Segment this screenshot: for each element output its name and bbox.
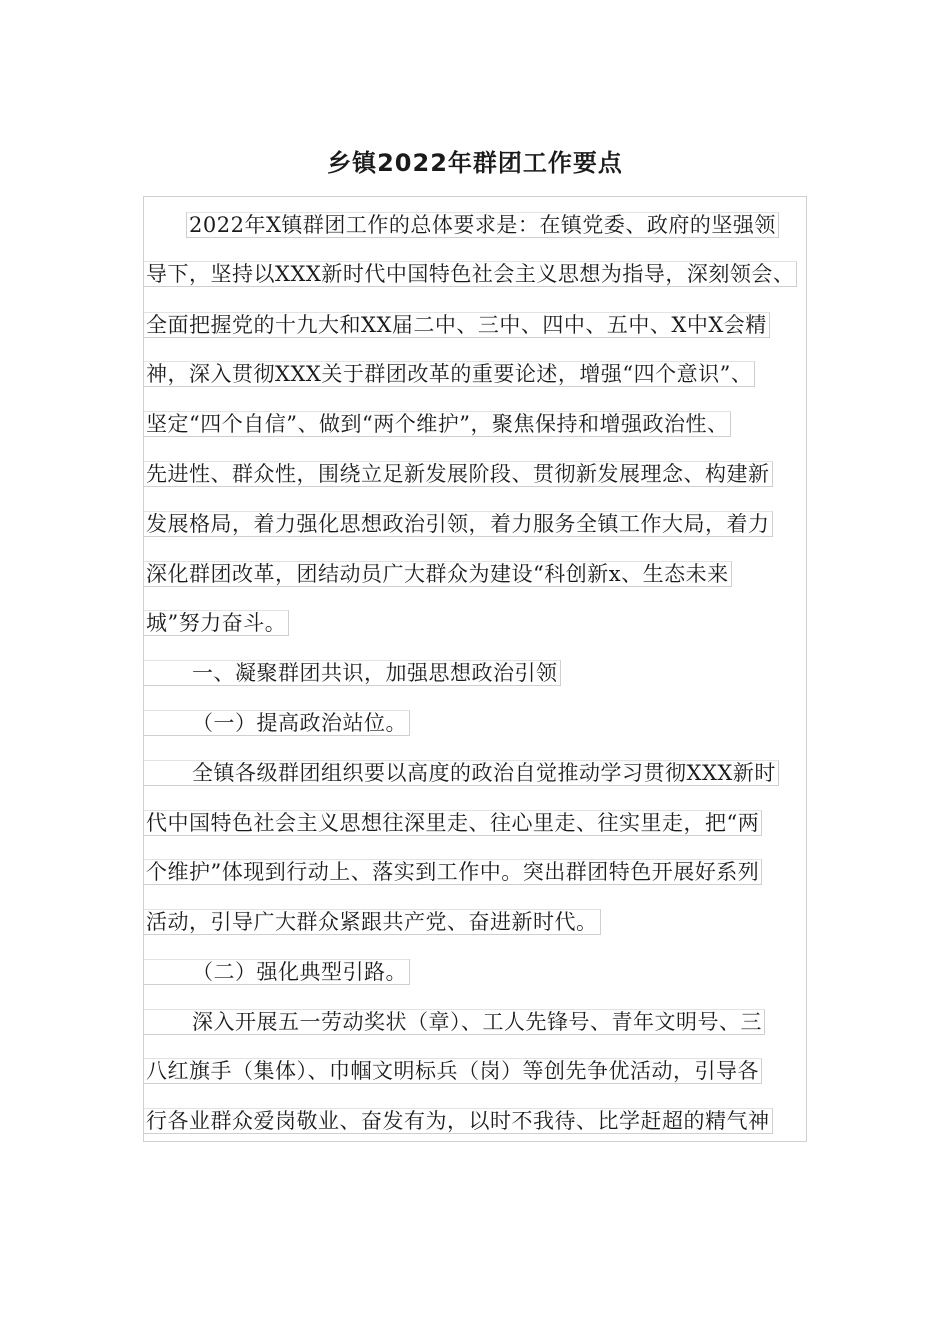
text-line: 城”努力奋斗。 <box>143 610 289 636</box>
text-line: 行各业群众爱岗敬业、奋发有为，以时不我待、比学赶超的精气神 <box>143 1108 773 1134</box>
subsection-heading: （一）提高政治站位。 <box>143 710 410 736</box>
text-line: 全面把握党的十九大和XX届二中、三中、四中、五中、X中X会精 <box>143 312 770 338</box>
document-title: 乡镇2022年群团工作要点 <box>327 149 623 177</box>
subsection-heading: （二）强化典型引路。 <box>143 959 410 985</box>
text-line: 导下，坚持以XXX新时代中国特色社会主义思想为指导，深刻领会、 <box>143 261 797 287</box>
text-line: 代中国特色社会主义思想往深里走、往心里走、往实里走，把“两 <box>143 810 762 836</box>
text-line: 发展格局，着力强化思想政治引领，着力服务全镇工作大局，着力 <box>143 511 773 537</box>
text-line: 先进性、群众性，围绕立足新发展阶段、贯彻新发展理念、构建新 <box>143 461 773 487</box>
text-line: 个维护”体现到行动上、落实到工作中。突出群团特色开展好系列 <box>143 859 762 885</box>
text-line: 神，深入贯彻XXX关于群团改革的重要论述，增强“四个意识”、 <box>143 361 755 387</box>
text-line: 2022年X镇群团工作的总体要求是：在镇党委、政府的坚强领 <box>186 212 779 238</box>
text-line: 深化群团改革，团结动员广大群众为建设“科创新x、生态未来 <box>143 561 732 587</box>
section-heading: 一、凝聚群团共识，加强思想政治引领 <box>143 660 561 686</box>
text-line: 坚定“四个自信”、做到“两个维护”，聚焦保持和增强政治性、 <box>143 411 731 437</box>
text-line: 深入开展五一劳动奖状（章）、工人先锋号、青年文明号、三 <box>143 1009 765 1035</box>
text-line: 活动，引导广大群众紧跟共产党、奋进新时代。 <box>143 909 601 935</box>
text-line: 八红旗手（集体）、巾帼文明标兵（岗）等创先争优活动，引导各 <box>143 1058 762 1084</box>
text-line: 全镇各级群团组织要以高度的政治自觉推动学习贯彻XXX新时 <box>143 760 779 786</box>
